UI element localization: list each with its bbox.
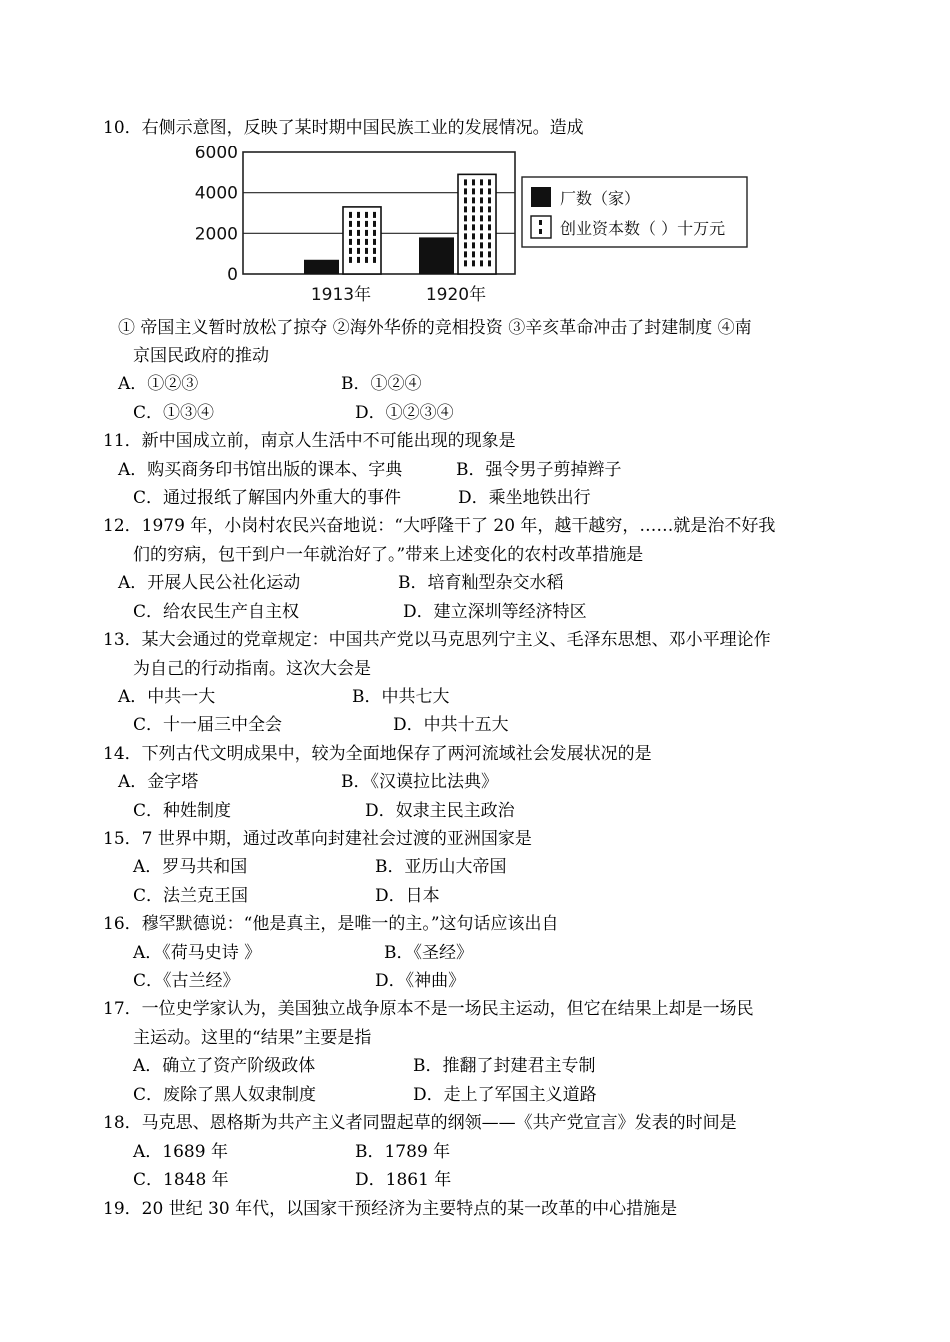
- bar-capital-window: [464, 215, 467, 221]
- bar-capital-window: [472, 197, 475, 203]
- q16-option-c: C．《古兰经》: [133, 971, 240, 991]
- bar-capital-window: [365, 257, 368, 263]
- bar-capital-window: [472, 224, 475, 230]
- q14-option-a: A．金字塔: [118, 772, 199, 792]
- bar-capital-window: [488, 260, 491, 266]
- bar-capital-window: [480, 188, 483, 194]
- bar-capital-window: [480, 260, 483, 266]
- q13-option-b: B．中共七大: [352, 687, 450, 707]
- legend-label-factory: 厂数（家）: [560, 189, 641, 208]
- q18-option-a: A．1689 年: [133, 1142, 228, 1162]
- q13-option-c: C．十一届三中全会: [133, 715, 283, 735]
- q16-option-b: B．《圣经》: [384, 943, 473, 963]
- bar-capital-window: [373, 221, 376, 227]
- q12-option-a: A．开展人民公社化运动: [118, 573, 301, 593]
- bar-capital-window: [472, 233, 475, 239]
- legend-label-capital: 创业资本数（ ）十万元: [560, 219, 726, 238]
- q17-option-c: C．废除了黑人奴隶制度: [133, 1085, 317, 1105]
- q10-statements-line1: ① 帝国主义暂时放松了掠夺 ②海外华侨的竞相投资 ③辛亥革命冲击了封建制度 ④南: [118, 318, 752, 338]
- y-tick-label: 2000: [194, 224, 238, 245]
- bar-capital-window: [480, 206, 483, 212]
- bar-capital-window: [349, 248, 352, 254]
- q16-stem: 16．穆罕默德说：“他是真主，是唯一的主。”这句话应该出自: [103, 914, 559, 934]
- q15-option-c: C．法兰克王国: [133, 886, 249, 906]
- bar-capital-window: [488, 188, 491, 194]
- bar-capital-window: [365, 221, 368, 227]
- bar-capital-window: [488, 197, 491, 203]
- q17-option-a: A．确立了资产阶级政体: [133, 1056, 316, 1076]
- bar-capital-window: [349, 239, 352, 245]
- legend-swatch-window: [539, 220, 542, 225]
- bar-capital-window: [480, 224, 483, 230]
- bar-capital-window: [472, 215, 475, 221]
- bar-capital-window: [357, 248, 360, 254]
- q10-option-b: B．①②④: [341, 374, 422, 394]
- bar-capital-window: [472, 206, 475, 212]
- q14-option-c: C．种姓制度: [133, 801, 232, 821]
- y-tick-label: 0: [227, 265, 238, 285]
- bar-capital-window: [464, 224, 467, 230]
- q13-stem-line1: 13．某大会通过的党章规定：中国共产党以马克思列宁主义、毛泽东思想、邓小平理论作: [103, 630, 771, 650]
- bar-capital-window: [365, 239, 368, 245]
- q11-stem: 11．新中国成立前，南京人生活中不可能出现的现象是: [103, 431, 516, 451]
- bar-capital-window: [357, 239, 360, 245]
- bar-capital-window: [357, 257, 360, 263]
- q10-option-d: D．①②③④: [355, 403, 454, 423]
- bar-capital-window: [472, 179, 475, 185]
- q12-option-b: B．培育籼型杂交水稻: [398, 573, 564, 593]
- bar-capital-window: [488, 179, 491, 185]
- bar-capital-window: [480, 179, 483, 185]
- bar-factory-count: [304, 260, 339, 274]
- q13-option-d: D．中共十五大: [393, 715, 509, 735]
- bar-capital-window: [472, 260, 475, 266]
- bar-capital-window: [373, 230, 376, 236]
- bar-capital-window: [488, 224, 491, 230]
- q12-stem-line2: 们的穷病，包干到户一年就治好了。”带来上述变化的农村改革措施是: [133, 545, 644, 565]
- bar-capital-window: [464, 242, 467, 248]
- q19-stem: 19．20 世纪 30 年代，以国家干预经济为主要特点的某一改革的中心措施是: [103, 1199, 678, 1219]
- bar-capital-window: [464, 233, 467, 239]
- q13-stem-line2: 为自己的行动指南。这次大会是: [133, 659, 371, 679]
- y-tick-label: 4000: [194, 183, 238, 204]
- bar-capital-window: [365, 212, 368, 218]
- legend-swatch-window: [539, 229, 542, 234]
- bar-capital-window: [357, 221, 360, 227]
- q15-option-a: A．罗马共和国: [133, 857, 248, 877]
- q18-stem: 18．马克思、恩格斯为共产主义者同盟起草的纲领——《共产党宣言》发表的时间是: [103, 1113, 737, 1133]
- q17-stem-line2: 主运动。这里的“结果”主要是指: [133, 1028, 372, 1048]
- q18-option-c: C．1848 年: [133, 1170, 229, 1190]
- q11-option-c: C．通过报纸了解国内外重大的事件: [133, 488, 402, 508]
- bar-capital-window: [488, 251, 491, 257]
- bar-capital-window: [349, 257, 352, 263]
- y-tick-label: 6000: [194, 146, 238, 163]
- q17-stem-line1: 17．一位史学家认为，美国独立战争原本不是一场民主运动，但它在结果上却是一场民: [103, 999, 754, 1019]
- bar-capital-window: [365, 248, 368, 254]
- bar-capital-window: [357, 212, 360, 218]
- bar-capital-window: [472, 242, 475, 248]
- bar-capital-window: [464, 260, 467, 266]
- q14-option-b: B．《汉谟拉比法典》: [341, 772, 498, 792]
- bar-capital-window: [357, 230, 360, 236]
- legend-swatch-factory: [531, 187, 551, 207]
- q14-option-d: D．奴隶主民主政治: [365, 801, 515, 821]
- q11-option-a: A．购买商务印书馆出版的课本、字典: [118, 460, 403, 480]
- bar-capital-window: [472, 251, 475, 257]
- q13-option-a: A．中共一大: [118, 687, 216, 707]
- bar-capital-window: [373, 248, 376, 254]
- q10-option-c: C．①③④: [133, 403, 215, 423]
- q10-stem: 10．右侧示意图，反映了某时期中国民族工业的发展情况。造成: [103, 118, 584, 138]
- bar-capital-window: [488, 242, 491, 248]
- bar-capital-window: [480, 197, 483, 203]
- q15-stem: 15．7 世界中期，通过改革向封建社会过渡的亚洲国家是: [103, 829, 532, 849]
- q11-option-d: D．乘坐地铁出行: [458, 488, 591, 508]
- q10-statements-line2: 京国民政府的推动: [133, 346, 269, 366]
- bar-capital-window: [373, 239, 376, 245]
- bar-capital-window: [349, 212, 352, 218]
- q11-option-b: B．强令男子剪掉辫子: [456, 460, 622, 480]
- q12-option-d: D．建立深圳等经济特区: [403, 602, 587, 622]
- q14-stem: 14．下列古代文明成果中，较为全面地保存了两河流域社会发展状况的是: [103, 744, 652, 764]
- q17-option-d: D．走上了军国主义道路: [413, 1085, 597, 1105]
- q16-option-a: A．《荷马史诗 》: [133, 943, 262, 963]
- bar-capital-window: [349, 221, 352, 227]
- q17-option-b: B．推翻了封建君主专制: [413, 1056, 596, 1076]
- bar-capital-window: [480, 251, 483, 257]
- bar-capital-window: [464, 206, 467, 212]
- q16-option-d: D．《神曲》: [375, 971, 466, 991]
- bar-factory-count: [419, 237, 454, 274]
- bar-capital-window: [373, 212, 376, 218]
- bar-capital-window: [464, 179, 467, 185]
- bar-capital-window: [488, 233, 491, 239]
- q12-option-c: C．给农民生产自主权: [133, 602, 300, 622]
- legend-swatch-capital: [531, 216, 551, 238]
- q10-option-a: A．①②③: [118, 374, 199, 394]
- bar-chart: [190, 146, 750, 306]
- bar-capital-window: [480, 242, 483, 248]
- bar-capital-window: [464, 251, 467, 257]
- q18-option-b: B．1789 年: [355, 1142, 451, 1162]
- bar-capital-window: [488, 215, 491, 221]
- bar-capital-window: [480, 233, 483, 239]
- bar-capital-window: [472, 188, 475, 194]
- q15-option-d: D．日本: [375, 886, 440, 906]
- q15-option-b: B．亚历山大帝国: [375, 857, 507, 877]
- bar-capital-window: [488, 206, 491, 212]
- bar-capital-window: [373, 257, 376, 263]
- x-tick-label: 1913年: [310, 285, 372, 305]
- q18-option-d: D．1861 年: [355, 1170, 452, 1190]
- bar-capital-window: [464, 197, 467, 203]
- bar-capital-window: [480, 215, 483, 221]
- bar-capital-window: [349, 230, 352, 236]
- bar-capital-window: [464, 188, 467, 194]
- x-tick-label: 1920年: [425, 285, 487, 305]
- bar-capital-window: [365, 230, 368, 236]
- q12-stem-line1: 12．1979 年，小岗村农民兴奋地说：“大呼隆干了 20 年，越干越穷，……就是治不好我: [103, 516, 776, 536]
